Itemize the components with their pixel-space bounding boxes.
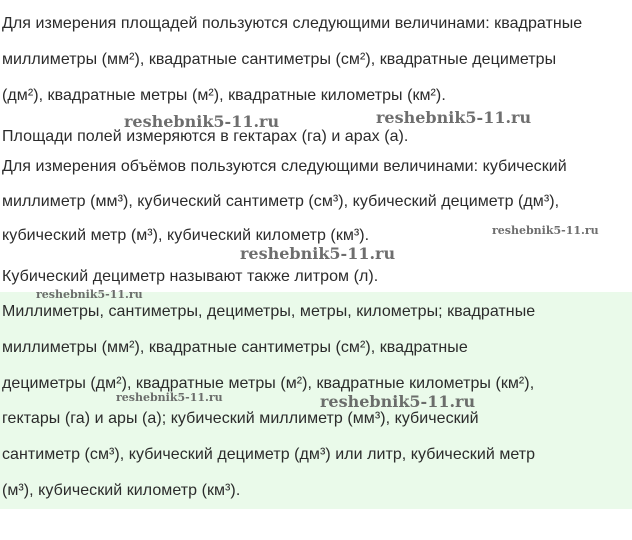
answer-block: [0, 292, 632, 509]
watermark: reshebnik5-11.ru: [124, 112, 280, 131]
watermark: reshebnik5-11.ru: [240, 244, 396, 263]
theory-line-4: Площади полей измеряются в гектарах (га) и арах (а).: [2, 128, 409, 145]
theory-line-6: миллиметр (мм³), кубический сантиметр (см³), кубический дециметр (дм³),: [2, 193, 560, 210]
watermark: reshebnik5-11.ru: [116, 391, 223, 404]
answer-line-1: Миллиметры, сантиметры, дециметры, метры, километры; квадратные: [2, 303, 536, 320]
theory-line-1: Для измерения площадей пользуются следующими величинами: квадратные: [2, 15, 583, 32]
theory-line-2: миллиметры (мм²), квадратные сантиметры (см²), квадратные дециметры: [2, 51, 557, 68]
theory-line-8: Кубический дециметр называют также литром (л).: [2, 268, 379, 285]
watermark: reshebnik5-11.ru: [36, 288, 143, 301]
watermark: reshebnik5-11.ru: [320, 392, 476, 411]
answer-line-3: дециметры (дм²), квадратные метры (м²), квадратные километры (км²),: [2, 375, 535, 392]
watermark: reshebnik5-11.ru: [376, 108, 532, 127]
answer-line-5: сантиметр (см³), кубический дециметр (дм³) или литр, кубический метр: [2, 446, 536, 463]
theory-line-5: Для измерения объёмов пользуются следующими величинами: кубический: [2, 158, 567, 175]
answer-line-6: (м³), кубический километр (км³).: [2, 482, 241, 499]
answer-line-2: миллиметры (мм²), квадратные сантиметры (см²), квадратные: [2, 339, 468, 356]
theory-line-3: (дм²), квадратные метры (м²), квадратные километры (км²).: [2, 87, 446, 104]
theory-line-7: кубический метр (м³), кубический километр (км³).: [2, 227, 370, 244]
answer-line-4: гектары (га) и ары (а); кубический миллиметр (мм³), кубический: [2, 410, 479, 427]
watermark: reshebnik5-11.ru: [492, 224, 599, 237]
